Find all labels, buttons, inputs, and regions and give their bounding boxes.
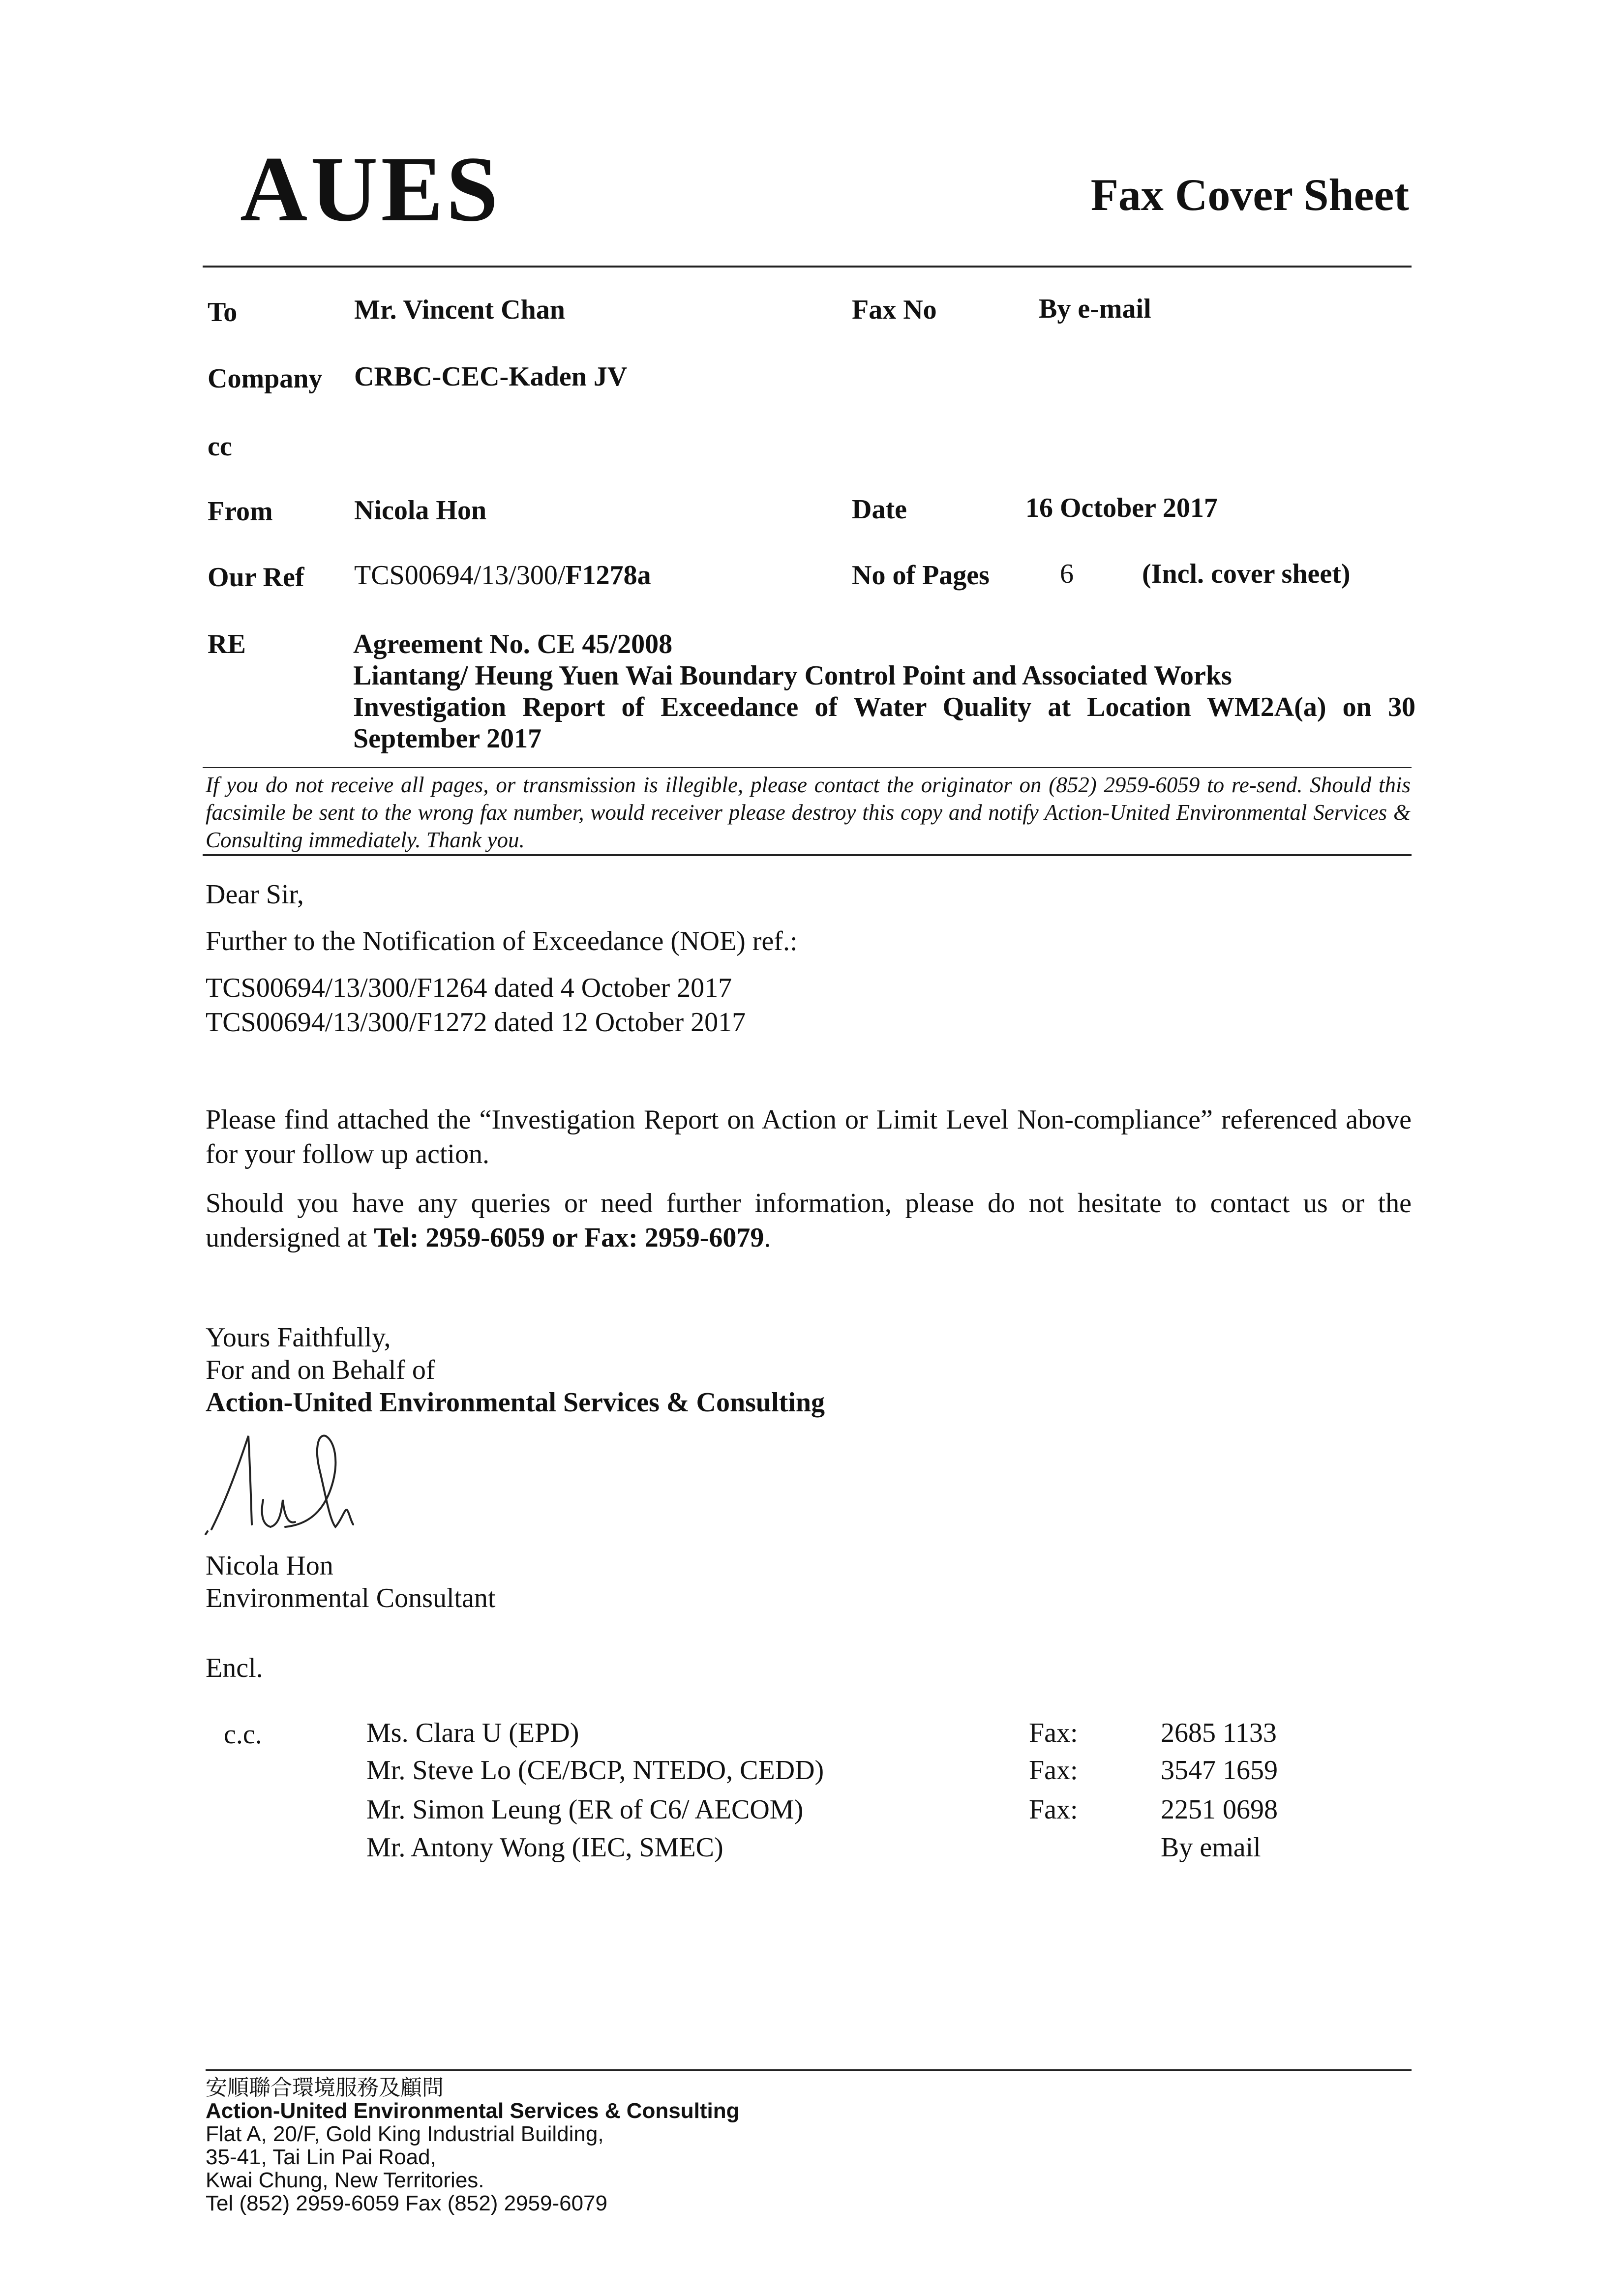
date-label: Date [852, 494, 907, 525]
cc-fax-label: Fax: [1029, 1718, 1078, 1748]
contact-numbers: Tel: 2959-6059 or Fax: 2959-6079 [374, 1223, 764, 1253]
cc-fax-number: 2251 0698 [1161, 1794, 1278, 1825]
paragraph-attachment: Please find attached the “Investigation Report on Action or Limit Level Non-compliance” referenced above for your follow up action. [206, 1104, 1412, 1169]
cc-fax-number: 2685 1133 [1161, 1718, 1277, 1748]
date-value: 16 October 2017 [1025, 493, 1218, 523]
to-label: To [208, 297, 238, 328]
contact-text: Should you have any queries or need further information, please do not hesitate to contact us or the undersigned at [206, 1188, 1412, 1253]
footer-company: Action-United Environmental Services & Consulting [206, 2099, 740, 2123]
transmission-notice: If you do not receive all pages, or transmission is illegible, please contact the originator on (852) 2959-6059 to re-send. Should this facsimile be sent to the wrong fax number, would receiver please destroy this copy and notify Action-United Environmental Services & Consulting immediately. Thank you. [206, 773, 1411, 852]
fax-no-label: Fax No [852, 295, 937, 325]
re-line: September 2017 [353, 723, 542, 754]
cc-recipient-name: Mr. Simon Leung (ER of C6/ AECOM) [366, 1794, 804, 1825]
noe-reference: TCS00694/13/300/F1272 dated 12 October 2017 [206, 1007, 746, 1038]
signatory-name: Nicola Hon [206, 1551, 333, 1581]
footer-chinese-name: 安順聯合環境服務及顧問 [206, 2076, 444, 2100]
footer-address-line: Flat A, 20/F, Gold King Industrial Building, [206, 2122, 604, 2146]
re-subject [353, 628, 1415, 754]
fax-no-value: By e-mail [1039, 294, 1151, 324]
re-line: Agreement No. CE 45/2008 [353, 629, 673, 659]
signature-image [197, 1426, 413, 1554]
closing: Yours Faithfully, [206, 1322, 391, 1353]
footer-address-line: Kwai Chung, New Territories. [206, 2168, 484, 2192]
contact-end: . [764, 1223, 771, 1253]
cc-fax-label: Fax: [1029, 1755, 1078, 1786]
cc-fax-label: Fax: [1029, 1794, 1078, 1825]
from-value: Nicola Hon [354, 495, 487, 526]
cc-recipient-name: Mr. Antony Wong (IEC, SMEC) [366, 1832, 723, 1863]
cc-recipient-name: Ms. Clara U (EPD) [366, 1718, 579, 1748]
enclosure-note: Encl. [206, 1653, 263, 1683]
header-divider [203, 266, 1412, 268]
noe-reference: TCS00694/13/300/F1264 dated 4 October 2017 [206, 973, 732, 1003]
footer-address-line: 35-41, Tai Lin Pai Road, [206, 2145, 436, 2169]
cc-list-label: c.c. [224, 1719, 262, 1750]
company-label: Company [208, 363, 323, 394]
cc-recipient-name: Mr. Steve Lo (CE/BCP, NTEDO, CEDD) [366, 1755, 824, 1786]
footer-divider [206, 2069, 1412, 2071]
intro-text: Further to the Notification of Exceedance (NOE) ref.: [206, 926, 798, 956]
re-line: Investigation Report of Exceedance of Water Quality at Location WM2A(a) on 30 [353, 692, 1415, 722]
pages-value: 6 [1060, 559, 1074, 589]
signatory-title: Environmental Consultant [206, 1583, 496, 1613]
re-label: RE [208, 629, 246, 659]
our-ref-suffix: F1278a [565, 560, 651, 591]
notice-top-divider [203, 767, 1412, 768]
pages-label: No of Pages [852, 560, 990, 591]
footer-address-block [206, 2076, 739, 2215]
our-ref-value [354, 561, 651, 591]
re-line: Liantang/ Heung Yuen Wai Boundary Control Point and Associated Works [353, 660, 1232, 691]
from-label: From [208, 496, 273, 527]
our-ref-label: Our Ref [208, 562, 304, 593]
sender-company: Action-United Environmental Services & Consulting [206, 1387, 825, 1418]
to-value: Mr. Vincent Chan [354, 295, 565, 325]
salutation: Dear Sir, [206, 879, 304, 910]
cc-label: cc [208, 431, 232, 462]
our-ref-prefix: TCS00694/13/300/ [354, 560, 566, 591]
pages-note: (Incl. cover sheet) [1142, 559, 1351, 589]
cc-fax-number: 3547 1659 [1161, 1755, 1278, 1786]
cc-fax-number: By email [1161, 1832, 1261, 1863]
company-value: CRBC-CEC-Kaden JV [354, 361, 628, 392]
on-behalf: For and on Behalf of [206, 1355, 435, 1385]
company-logo: AUES [240, 138, 501, 241]
paragraph-contact [206, 1186, 1412, 1255]
footer-contact: Tel (852) 2959-6059 Fax (852) 2959-6079 [206, 2191, 607, 2215]
notice-bottom-divider [203, 854, 1412, 856]
document-title: Fax Cover Sheet [1090, 170, 1409, 220]
